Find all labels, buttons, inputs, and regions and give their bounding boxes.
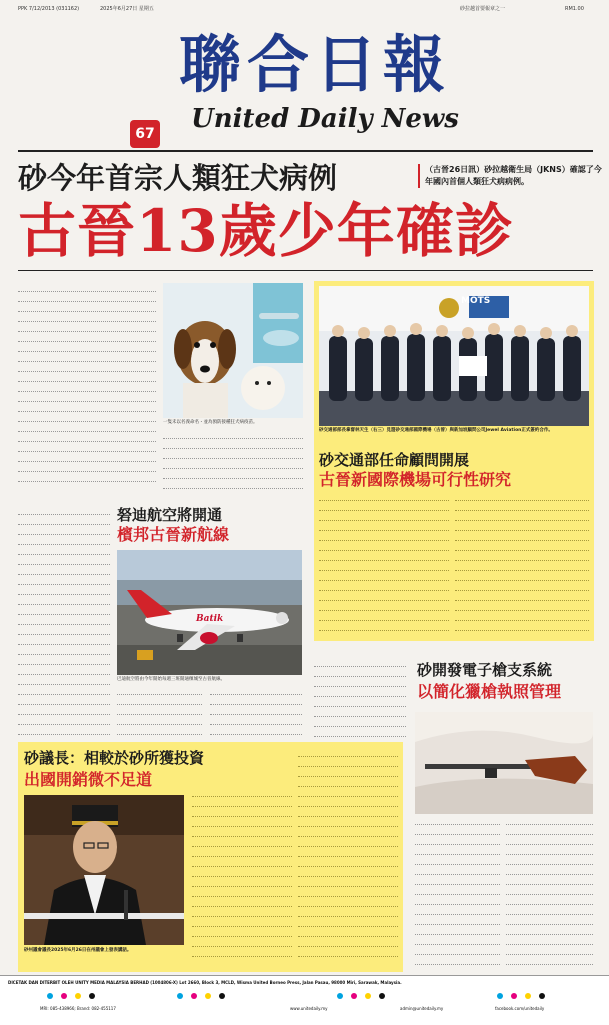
- main-story-body-2: [163, 432, 303, 490]
- masthead-title: 聯合日報: [178, 28, 451, 101]
- main-story-body: [18, 285, 156, 490]
- price-label: RM1.00: [565, 6, 584, 12]
- speaker-body-1: [192, 790, 292, 965]
- main-headline: 古晉13歲少年確診: [18, 197, 514, 265]
- mots-body-1: [319, 494, 449, 634]
- anniversary-badge: 67: [130, 120, 160, 148]
- guns-headline-top: 砂開發電子槍支系統: [417, 661, 553, 679]
- top-left-info: PPK 7/12/2013 (031162): [18, 6, 80, 12]
- masthead: [0, 0, 609, 150]
- airline-body-1: [18, 508, 110, 738]
- airplane-photo: [117, 550, 302, 675]
- footer-email[interactable]: admin@unitedaily.my: [400, 1006, 444, 1011]
- speaker-body-2: [298, 750, 398, 965]
- guns-body-2: [506, 818, 593, 968]
- airplane-brand-text: Batik: [196, 614, 224, 624]
- speaker-photo: [24, 795, 184, 945]
- headline-rule: [18, 270, 593, 271]
- footer-publisher: DICETAK DAN DITERBIT OLEH UNITY MEDIA MALAYSIA BERHAD (1004806-X) Lot 2660, Block 3, MCLD, Wisma United Borneo Press, Jalan Pasau, 98000 Miri, Sarawak, Malaysia.: [8, 980, 402, 985]
- mots-headline: 古晉新國際機場可行性研究: [319, 470, 512, 489]
- guns-body-1: [415, 818, 500, 968]
- main-lead: （古晉26日訊）砂拉越衛生局（JKNS）確認了今年國內首個人類狂犬病病例。: [418, 164, 603, 188]
- top-date: 2025年6月27日 星期五: [100, 6, 154, 12]
- guns-headline: 以簡化獵槍執照管理: [417, 682, 562, 701]
- mots-body-3: [314, 660, 406, 745]
- footer-facebook[interactable]: facebook.com/unitedaily: [495, 1006, 545, 1011]
- footer: [0, 975, 609, 1025]
- footer-phone: MRI: 085-438966; Brand: 082-455117: [40, 1006, 116, 1011]
- speaker-caption: 砂州議會議長2025年6月26日在州議會上發表講話。: [24, 948, 132, 953]
- rifle-photo: [415, 712, 593, 814]
- color-registration-bar: [40, 992, 570, 1000]
- airline-headline-top: 砮迪航空將開通: [117, 506, 223, 524]
- mots-body-2: [455, 494, 589, 634]
- airline-body-2: [117, 688, 202, 740]
- speaker-headline: 出國開銷微不足道: [24, 770, 153, 789]
- mots-caption: 砂交通部部長拿督林天生（右三）見證砂交通部國際機場（古晉）與新加坡顧問公司Jewel Aviation正式簽約合作。: [319, 428, 553, 433]
- speaker-headline-top: 砂議長：相較於砂所獲投資: [24, 749, 205, 767]
- dog-photo: [163, 283, 303, 418]
- airline-body-3: [210, 688, 302, 740]
- mots-photo: [319, 286, 589, 426]
- airplane-caption: 巴迪航空將由今年開始每週三班開通檳城至古晉航線。: [117, 677, 225, 682]
- dog-photo-caption: 一隻未以名義命名・並為預防接種狂犬病疫苗。: [163, 420, 258, 425]
- masthead-rule: [18, 150, 593, 152]
- top-right-info: 砂拉越首要報章之一: [460, 6, 506, 12]
- mots-headline-top: 砂交通部任命顧問開展: [319, 451, 470, 469]
- mots-banner-text: MOTS: [461, 296, 491, 306]
- footer-web[interactable]: www.unitedaily.my: [290, 1006, 328, 1011]
- main-headline-top: 砂今年首宗人類狂犬病例: [18, 161, 338, 195]
- airline-headline: 檳邦古晉新航線: [117, 525, 230, 544]
- masthead-subtitle: United Daily News: [191, 104, 459, 134]
